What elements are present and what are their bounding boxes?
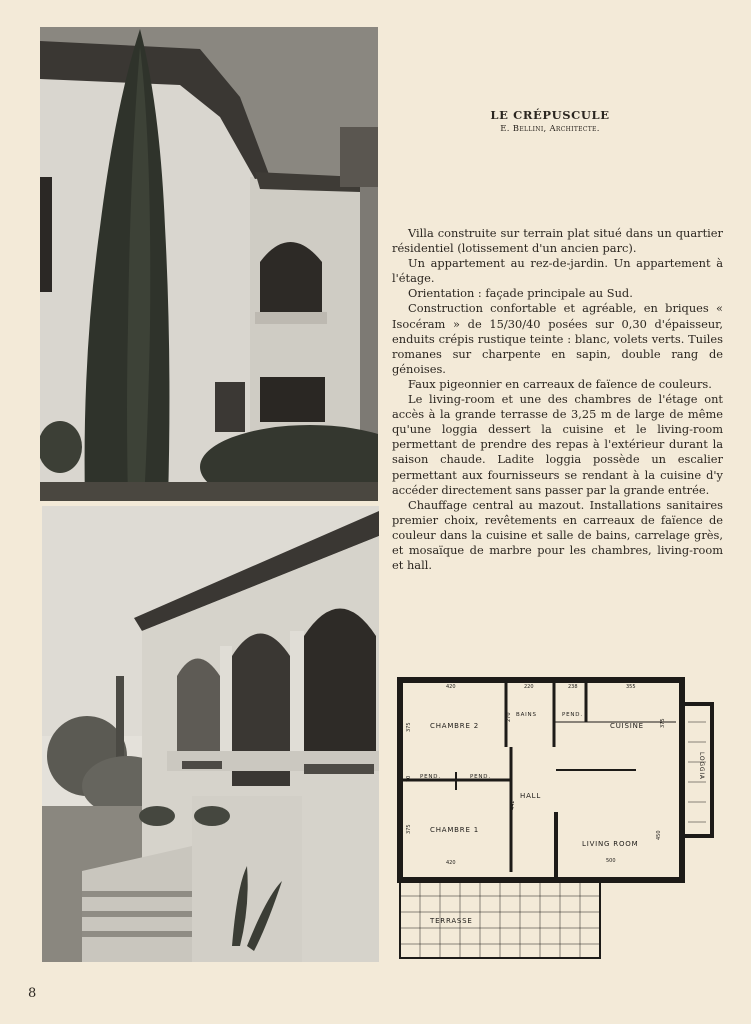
- room-chambre-1: CHAMBRE 1: [430, 826, 479, 834]
- dim-label: 500: [606, 858, 616, 864]
- dim-label: 70: [406, 775, 412, 782]
- room-hall: HALL: [520, 792, 542, 800]
- villa-arcade-photo: [42, 506, 379, 962]
- dim-label: 375: [406, 722, 412, 732]
- room-living: LIVING ROOM: [582, 840, 639, 848]
- room-bains: BAINS: [516, 712, 537, 718]
- paragraph: Chauffage central au mazout. Installations sanitaires premier choix, revêtements en carreaux de faïence de couleur dans la cuisine et salle de bains, carrelage grès, et mosaïque de marbre pour les chambres, living-room et hall.: [392, 497, 723, 573]
- dim-label: 220: [524, 684, 534, 690]
- room-terrasse: TERRASSE: [430, 917, 473, 925]
- description-text: [392, 226, 723, 573]
- room-loggia: LOGGIA: [698, 752, 705, 780]
- villa-title: LE CRÉPUSCULE: [490, 108, 610, 122]
- dim-label: 375: [660, 718, 666, 728]
- page-number: 8: [28, 986, 37, 1001]
- paragraph: Un appartement au rez-de-jardin. Un appartement à l'étage.: [392, 256, 723, 286]
- architect-credit: E. Bellini, Architecte.: [500, 124, 600, 134]
- dim-label: 420: [446, 684, 456, 690]
- room-cuisine: CUISINE: [610, 722, 644, 730]
- room-pend-top: PEND.: [562, 712, 583, 718]
- dim-label: 270: [506, 712, 512, 722]
- paragraph: Villa construite sur terrain plat situé dans un quartier résidentiel (lotissement d'un ancien parc).: [392, 226, 723, 256]
- dim-label: 355: [626, 684, 636, 690]
- dim-label: 375: [406, 824, 412, 834]
- dim-label: 450: [656, 830, 662, 840]
- dim-label: 442: [510, 800, 516, 810]
- paragraph: Orientation : façade principale au Sud.: [408, 286, 633, 301]
- paragraph: Construction confortable et agréable, en briques « Isocéram » de 15/30/40 posées sur 0,30 d'épaisseur, enduits crépis rustique teinte : blanc, volets verts. Tuiles romanes sur charpente en sapin, double rang de génoises.: [392, 301, 723, 376]
- room-pend-left: PEND.: [420, 774, 441, 780]
- dim-label: 238: [568, 684, 578, 690]
- room-pend-mid: PEND.: [470, 774, 491, 780]
- paragraph: Le living-room et une des chambres de l'étage ont accès à la grande terrasse de 3,25 m de large de même qu'une loggia dessert la cuisine et le living-room permettant de prendre des repas à l'extérieur durant la saison chaude. Ladite loggia possède un escalier permettant aux fournisseurs se rendant à la cuisine d'y accéder directement sans passer par la grande entrée.: [392, 392, 723, 497]
- dim-label: 420: [446, 860, 456, 866]
- villa-facade-photo: [40, 27, 378, 501]
- floor-plan: [386, 672, 738, 964]
- room-chambre-2: CHAMBRE 2: [430, 722, 479, 730]
- paragraph: Faux pigeonnier en carreaux de faïence de couleurs.: [408, 376, 712, 391]
